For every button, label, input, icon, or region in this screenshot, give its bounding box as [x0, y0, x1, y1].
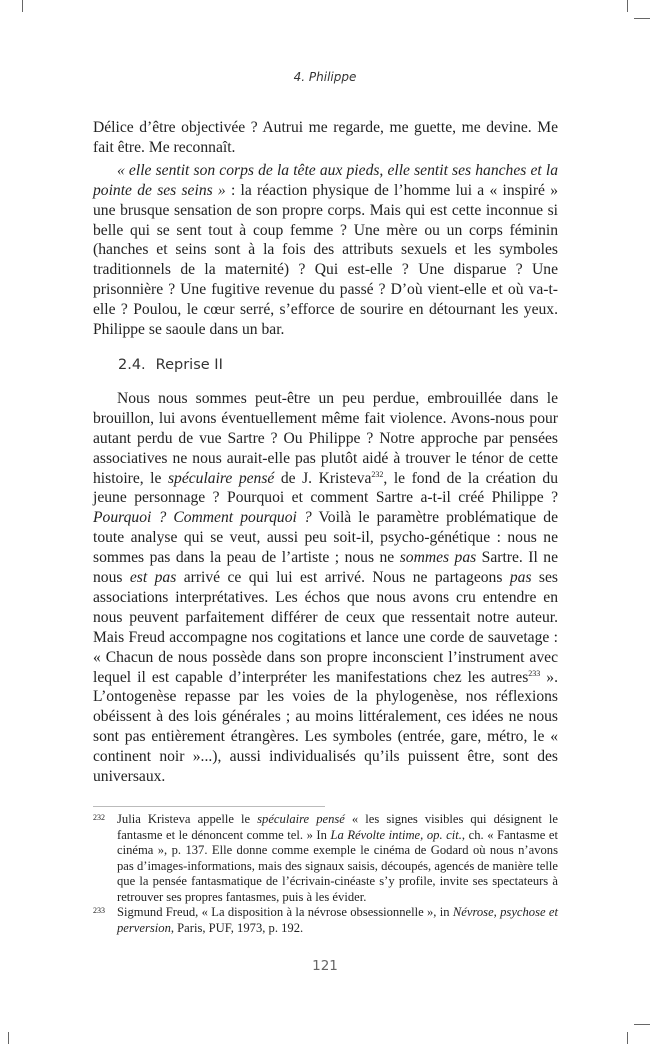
section-number: 2.4.: [118, 356, 146, 373]
footnote-232: 232 Julia Kristeva appelle le spéculaire pensé « les signes visibles qui désignent le fantasme et le dénoncent comme tel. » In La Révolte intime, op. cit., ch. « Fantasme et cinéma », p. 137. Elle donne comme exemple le cinéma de Godard où nous n’avons pas d’images-informations, mais des signaux saisis, découpés, agencés de manière telle que la pensée fantasmatique de l’écrivain-cinéaste s’y profile, invite ses spectateurs à retrouver ses propres fantasmes, puis à les évider.: [93, 812, 558, 904]
footnote-ref-233[interactable]: 233: [528, 668, 541, 678]
crop-mark-top-right-h: [634, 18, 650, 19]
footnote-ref-232[interactable]: 232: [371, 469, 384, 479]
footnotes: [93, 812, 558, 936]
footnote-divider: [93, 806, 325, 807]
paragraph-2: « elle sentit son corps de la tête aux pieds, elle sentit ses hanches et la pointe de ses seins » : la réaction physique de l’homme lui a « inspiré » une brusque sensation de son propre corps. Mais qui est cette inconnue si belle qui se sent tout à coup femme ? Une mère ou un corps féminin (hanches et seins sont à la fois des attributs sexuels et les symboles traditionnels de la maternité) ? Qui est-elle ? Une disparue ? Une prisonnière ? Une fugitive revenue du passé ? D’où vient-elle et où va-t-elle ? Poulou, le cœur serré, s’efforce de sourire en détournant les yeux. Philippe se saoule dans un bar.: [93, 161, 558, 339]
paragraph-3: Nous nous sommes peut-être un peu perdue, embrouillée dans le brouillon, lui avons éventuellement même fait violence. Avons-nous pour autant perdu de vue Sartre ? Ou Philippe ? Notre approche par pensées associatives ne nous aurait-elle pas plutôt aidé à trouver le ténor de cette histoire, le spéculaire pensé de J. Kristeva$^{232}$, le fond de la création du jeune personnage ? Pourquoi et comment Sartre a-t-il créé Philippe ? Pourquoi ? Comment pourquoi ? Voilà le paramètre problématique de toute analyse qui se veut, aussi peu soit-il, psycho-génétique : nous ne sommes pas dans la peau de l’artiste ; nous ne sommes pas Sartre. Il ne nous est pas arrivé ce qui lui est arrivé. Nous ne partageons pas ses associations interprétatives. Les échos que nous avons cru entendre en nous peuvent parfaitement différer de ceux que ressentait notre auteur. Mais Freud accompagne nos cogitations et lance une corde de sauvetage : « Chacun de nous possède dans son propre inconscient l’instrument avec lequel il est capable d’interpréter les manifestations chez les autres$^{233}$ ». L’ontogenèse repasse par les voies de la phylogenèse, nos réflexions obéissent à des lois générales ; au moins littéralement, ces idées ne nous sont pas entièrement étrangères. Les symboles (entrée, gare, métro, le « continent noir »...), aussi individualisés qu’ils puissent être, sont des universaux.: [93, 389, 559, 786]
crop-mark-top-right-v: [627, 0, 628, 12]
running-header: 4. Philippe: [293, 70, 357, 84]
paragraph-1: Délice d’être objectivée ? Autrui me regarde, me guette, me devine. Me fait être. Me reconnaît.: [93, 119, 558, 156]
crop-mark-bottom-left: [8, 1032, 9, 1044]
body-text: [93, 118, 558, 787]
page-number: 121: [312, 958, 338, 974]
footnote-number: 233: [93, 906, 105, 915]
section-title: Reprise II: [155, 356, 223, 373]
footnote-number: 232: [93, 813, 105, 822]
footnote-233: 233 Sigmund Freud, « La disposition à la névrose obsessionnelle », in Névrose, psychose et perversion, Paris, PUF, 1973, p. 192.: [93, 905, 558, 935]
quote: « elle sentit son corps de la tête aux pieds, elle sentit ses hanches et la pointe de ses seins »: [93, 161, 558, 199]
section-heading: [118, 356, 558, 376]
crop-mark-bottom-right-h: [634, 1024, 650, 1025]
crop-mark-bottom-right-v: [627, 1032, 628, 1044]
crop-mark-top-left: [22, 0, 23, 12]
